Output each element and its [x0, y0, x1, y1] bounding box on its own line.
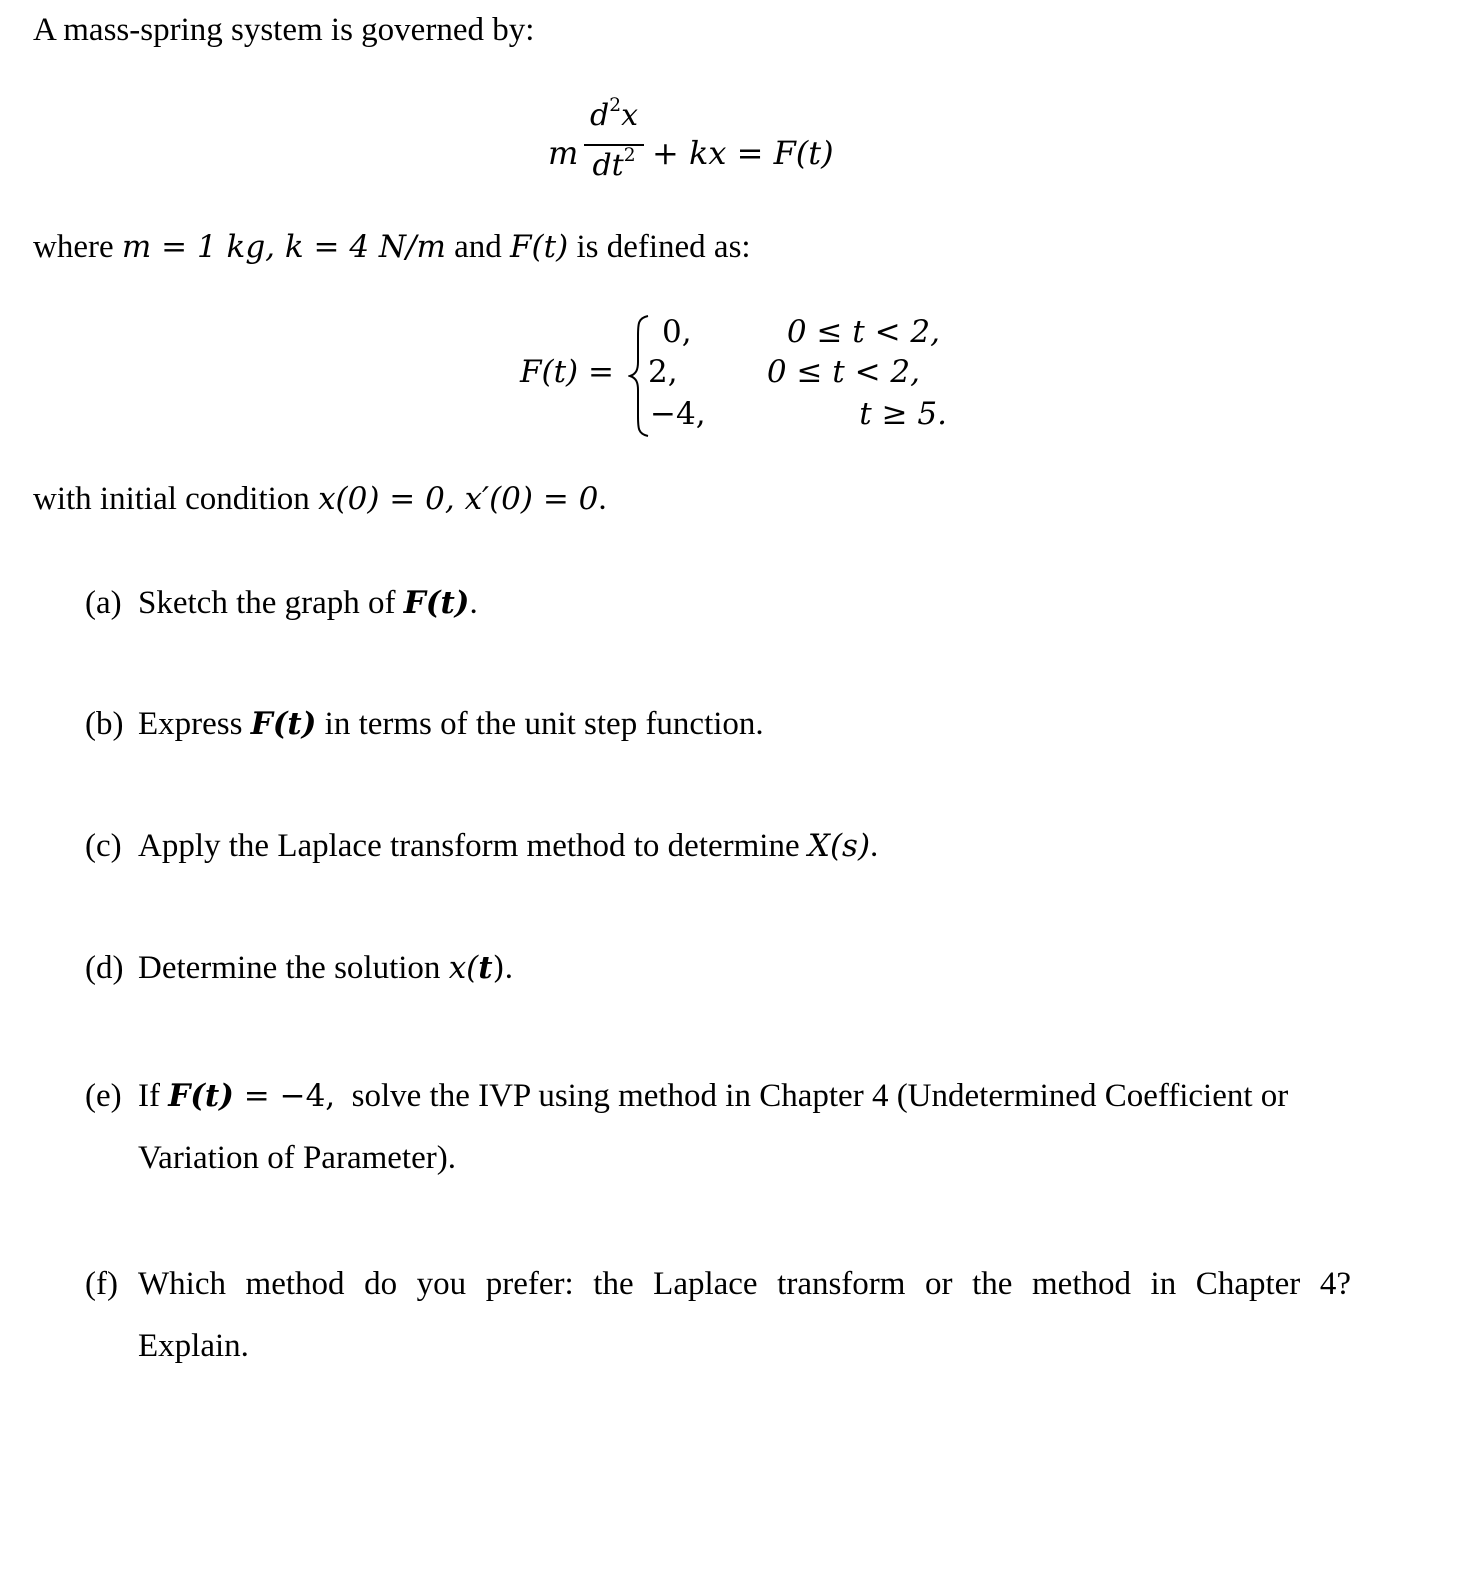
question-e-continued: Variation of Parameter). [138, 1140, 456, 1176]
question-label: (f) [85, 1266, 118, 1302]
piecewise-condition: t ≥ 5. [859, 396, 947, 432]
equation-mass-coef: m [548, 134, 579, 172]
fraction-denominator: $dt^2$ [592, 145, 636, 183]
question-b: (b) Express F(t) in terms of the unit step function. [85, 706, 764, 742]
question-f [85, 1266, 118, 1303]
question-label: (b) [85, 706, 124, 742]
params-function: F(t) [510, 229, 569, 265]
equation-rest: + kx = F(t) [652, 134, 834, 172]
piecewise-definition [520, 312, 980, 442]
question-f-continued: Explain. [138, 1328, 249, 1364]
piecewise-condition: 0 ≤ t < 2, [766, 354, 920, 390]
initial-condition-expr: x(0) = 0, x′(0) = 0 [318, 481, 599, 517]
question-label: (a) [85, 585, 122, 621]
fraction-numerator: $d^2x$ [590, 95, 638, 133]
question-f-text: Which method do you prefer: the Laplace transform or the method in Chapter 4? [138, 1266, 1351, 1302]
question-label: (e) [85, 1078, 122, 1114]
initial-condition-line: with initial condition x(0) = 0, x′(0) = 0. [33, 481, 607, 517]
piecewise-lhs: F(t) = [520, 354, 614, 390]
question-e: (e) If F(t) = −4, solve the IVP using method in Chapter 4 (Undetermined Coefficient or [85, 1078, 1289, 1114]
piecewise-value: 0, [662, 314, 692, 350]
question-label: (d) [85, 950, 124, 986]
question-c: (c) Apply the Laplace transform method to determine X(s). [85, 828, 879, 864]
piecewise-value: 2, [648, 354, 678, 390]
parameters-line: where m = 1 kg, k = 4 N/m and F(t) is defined as: [33, 229, 751, 265]
params-values: m = 1 kg, k = 4 N/m [121, 229, 446, 265]
question-a: (a) Sketch the graph of F(t). [85, 585, 478, 621]
question-label: (c) [85, 828, 122, 864]
intro-text: A mass-spring system is governed by: [33, 12, 535, 48]
piecewise-value: −4, [650, 396, 706, 432]
question-d: (d) Determine the solution x(t). [85, 950, 513, 986]
piecewise-condition: 0 ≤ t < 2, [786, 314, 940, 350]
